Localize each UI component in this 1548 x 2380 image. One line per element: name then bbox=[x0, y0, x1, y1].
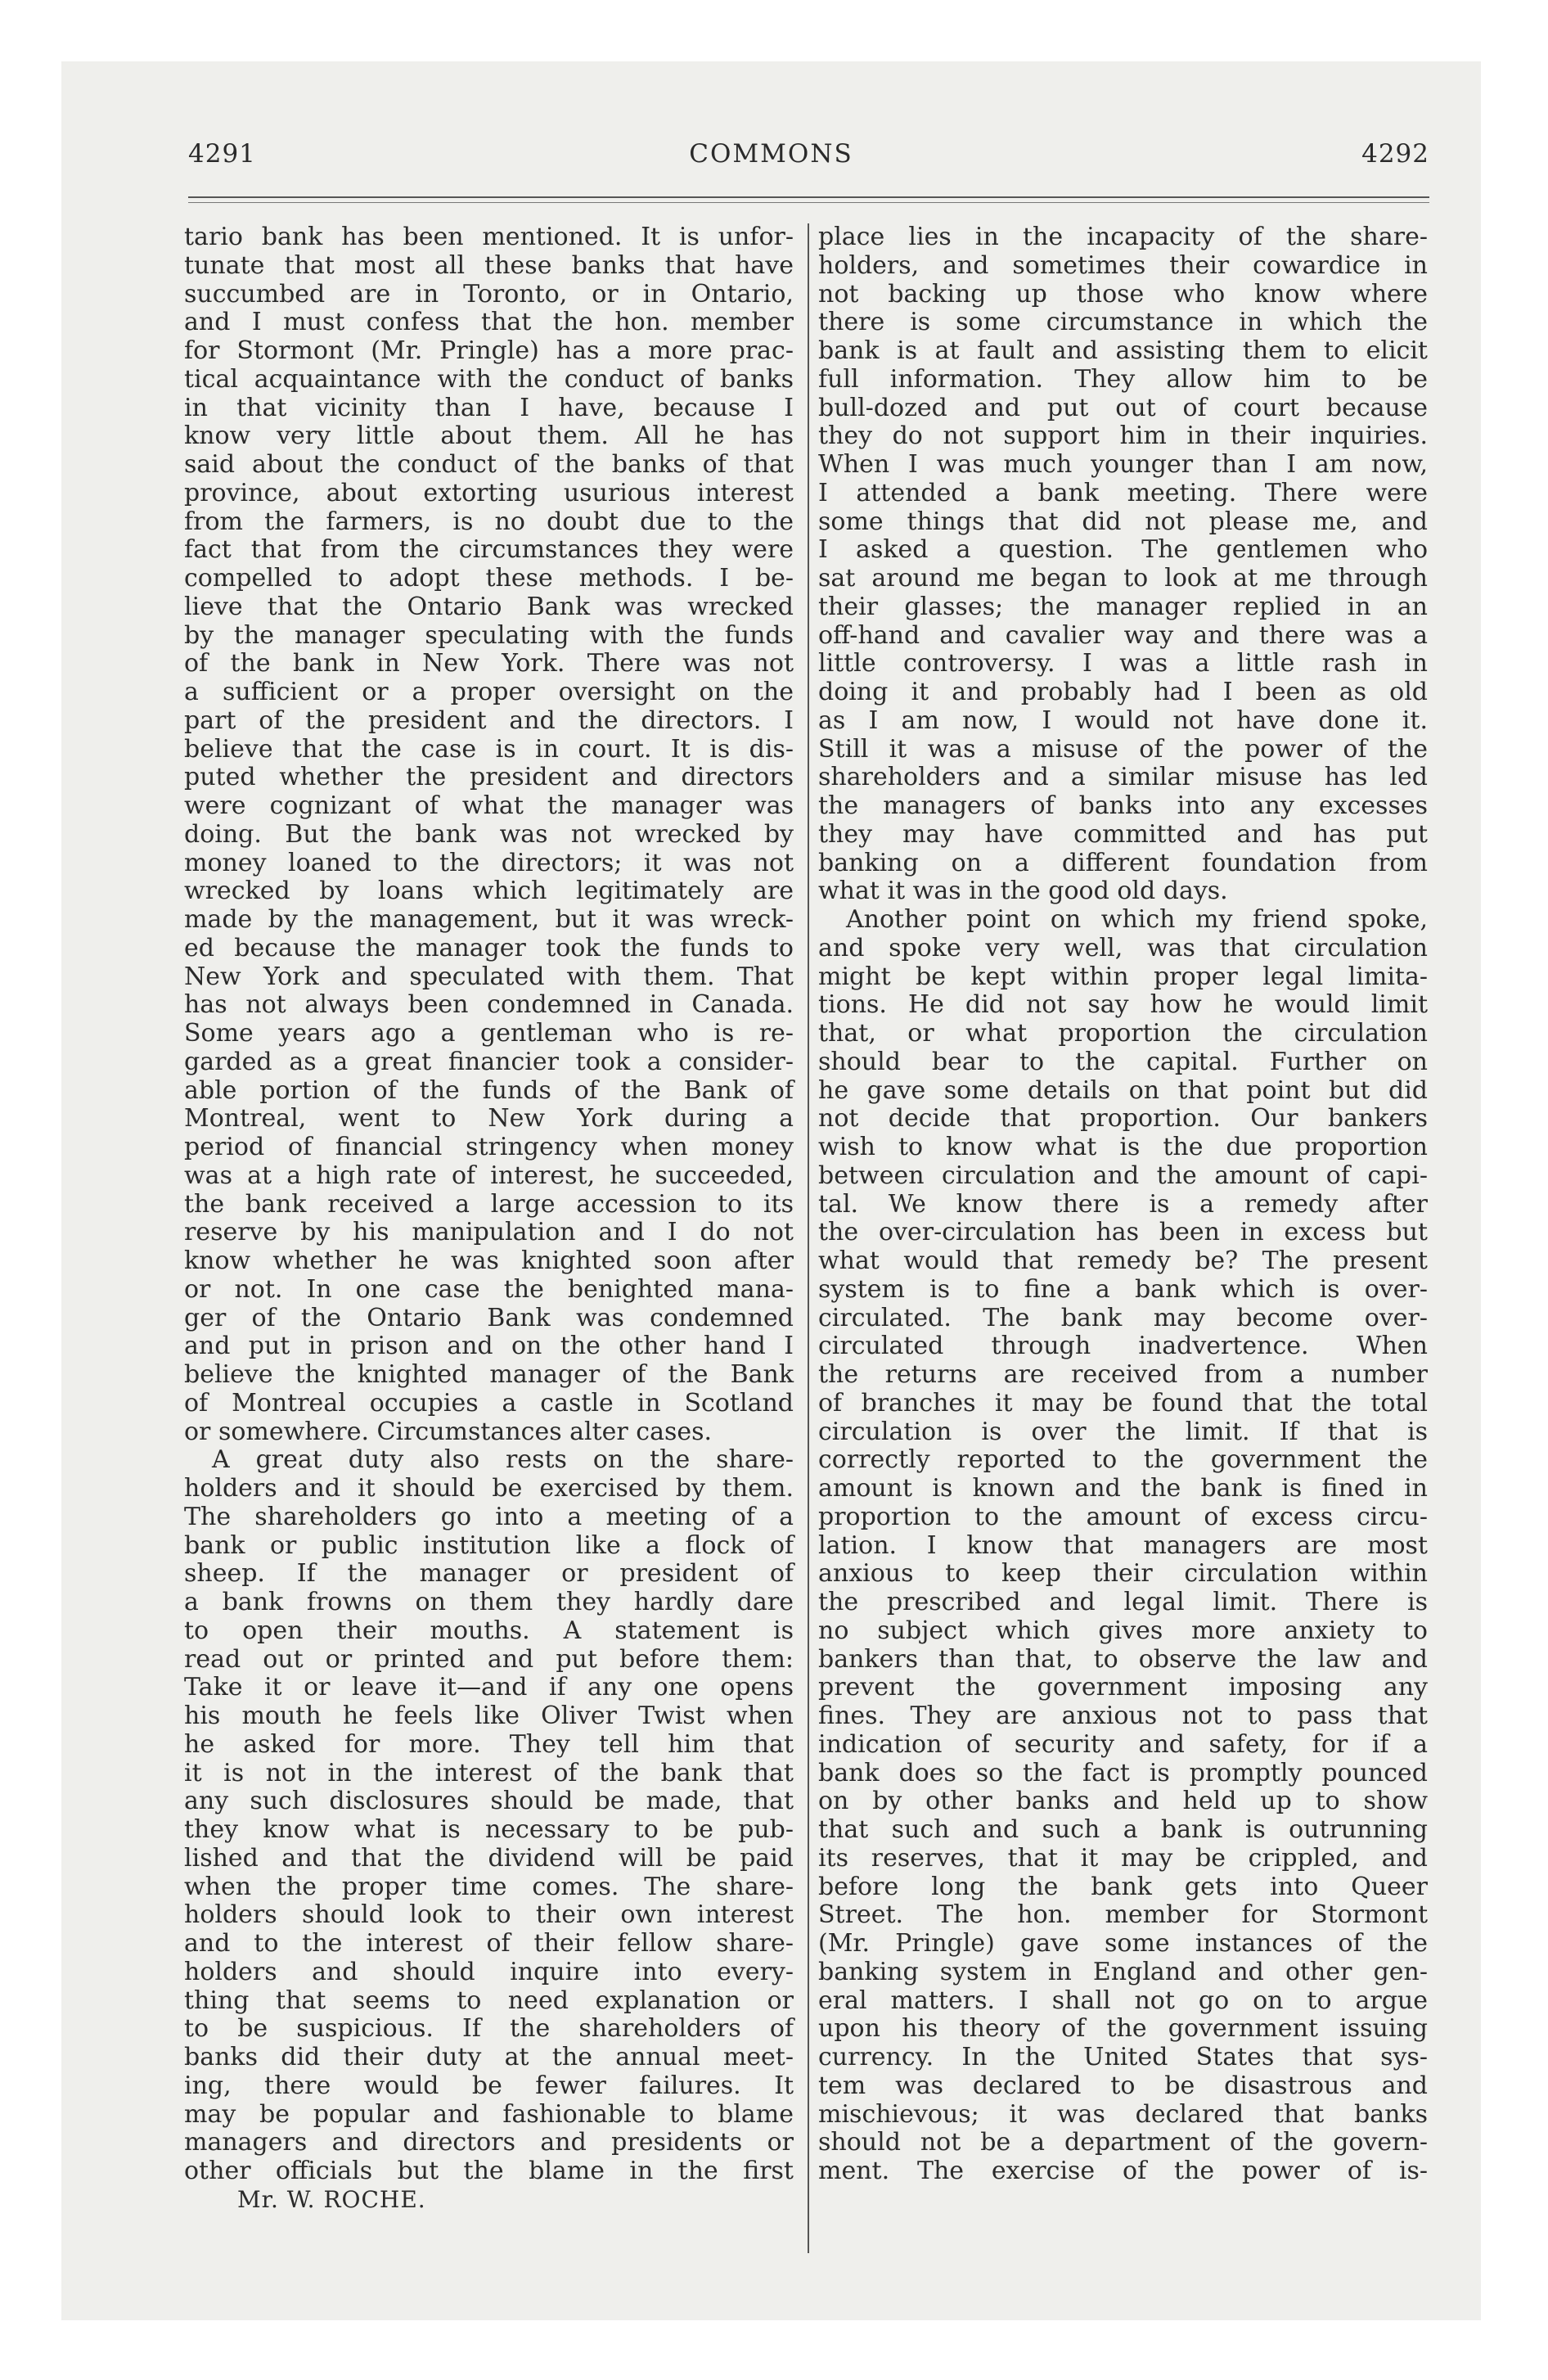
text-line: banks did their duty at the annual meet- bbox=[184, 2043, 794, 2071]
text-line: by the manager speculating with the funds bbox=[184, 620, 794, 650]
text-line: circulated through inadvertence. When bbox=[818, 1332, 1428, 1361]
text-line: before long the bank gets into Queer bbox=[818, 1872, 1428, 1901]
text-line: should not be a department of the govern- bbox=[818, 2128, 1428, 2157]
column-divider bbox=[808, 223, 809, 2253]
text-line: or not. In one case the benighted mana- bbox=[184, 1274, 794, 1304]
text-line: prevent the government imposing any bbox=[818, 1673, 1428, 1702]
text-line: they may have committed and has put bbox=[818, 819, 1428, 849]
text-line: holders and should inquire into every- bbox=[184, 1957, 794, 1986]
text-line: and I must confess that the hon. member bbox=[184, 308, 794, 337]
text-line: the prescribed and legal limit. There is bbox=[818, 1588, 1428, 1616]
text-line: managers and directors and presidents or bbox=[184, 2128, 794, 2157]
text-line: lation. I know that managers are most bbox=[818, 1530, 1428, 1560]
text-line: what it was in the good old days. bbox=[818, 877, 1228, 906]
text-line: anxious to keep their circulation within bbox=[818, 1559, 1428, 1589]
text-line: shareholders and a similar misuse has led bbox=[818, 763, 1428, 792]
text-line: know very little about them. All he has bbox=[184, 421, 794, 451]
text-line: and put in prison and on the other hand I bbox=[184, 1332, 794, 1361]
text-line: Some years ago a gentleman who is re- bbox=[184, 1019, 794, 1048]
text-line: to open their mouths. A statement is bbox=[184, 1616, 794, 1645]
header-rule bbox=[188, 196, 1429, 198]
text-line: bull-dozed and put out of court because bbox=[818, 393, 1428, 422]
text-line: on by other banks and held up to show bbox=[818, 1787, 1428, 1816]
text-line: lished and that the dividend will be paid bbox=[184, 1843, 794, 1873]
text-line: ment. The exercise of the power of is- bbox=[818, 2157, 1428, 2185]
text-line: holders should look to their own interest bbox=[184, 1900, 794, 1930]
text-line: compelled to adopt these methods. I be- bbox=[184, 564, 794, 593]
text-line: system is to fine a bank which is over- bbox=[818, 1274, 1428, 1304]
left-column bbox=[184, 223, 794, 2215]
text-line: bank is at fault and assisting them to elicit bbox=[818, 336, 1428, 365]
speaker-footer: Mr. W. ROCHE. bbox=[237, 2185, 426, 2213]
text-line: proportion to the amount of excess circu- bbox=[818, 1502, 1428, 1531]
left-page-number: 4291 bbox=[188, 139, 256, 169]
text-line: his mouth he feels like Oliver Twist when bbox=[184, 1702, 794, 1730]
text-line: Street. The hon. member for Stormont bbox=[818, 1900, 1428, 1930]
text-line: he gave some details on that point but did bbox=[818, 1075, 1428, 1105]
text-line: thing that seems to need explanation or bbox=[184, 1986, 794, 2015]
text-line: the managers of banks into any excesses bbox=[818, 791, 1428, 820]
text-line: eral matters. I shall not go on to argue bbox=[818, 1986, 1428, 2015]
text-line: wish to know what is the due proportion bbox=[818, 1133, 1428, 1161]
text-line: able portion of the funds of the Bank of bbox=[184, 1075, 794, 1105]
text-line: bank does so the fact is promptly pounced bbox=[818, 1758, 1428, 1787]
text-line: bankers than that, to observe the law and bbox=[818, 1644, 1428, 1674]
text-line: full information. They allow him to be bbox=[818, 364, 1428, 394]
text-line: holders and it should be exercised by them. bbox=[184, 1474, 794, 1503]
text-line: amount is known and the bank is fined in bbox=[818, 1474, 1428, 1503]
text-line: in that vicinity than I have, because I bbox=[184, 393, 794, 422]
text-line: garded as a great financier took a consider- bbox=[184, 1047, 794, 1076]
text-line: sheep. If the manager or president of bbox=[184, 1559, 794, 1589]
text-line: province, about extorting usurious interest bbox=[184, 478, 794, 507]
text-line: banking on a different foundation from bbox=[818, 848, 1428, 877]
text-line: bank or public institution like a flock of bbox=[184, 1530, 794, 1560]
text-line: tunate that most all these banks that have bbox=[184, 250, 794, 280]
text-line: correctly reported to the government the bbox=[818, 1445, 1428, 1475]
text-line: they do not support him in their inquiries. bbox=[818, 421, 1428, 451]
text-line: said about the conduct of the banks of that bbox=[184, 450, 794, 479]
text-line: tions. He did not say how he would limit bbox=[818, 990, 1428, 1020]
text-line: read out or printed and put before them: bbox=[184, 1644, 794, 1674]
text-line: ed because the manager took the funds to bbox=[184, 933, 794, 962]
text-line: some things that did not please me, and bbox=[818, 507, 1428, 536]
text-line: sat around me began to look at me through bbox=[818, 564, 1428, 593]
text-line: fines. They are anxious not to pass that bbox=[818, 1702, 1428, 1730]
header-rule-thin bbox=[188, 202, 1429, 203]
text-line: Montreal, went to New York during a bbox=[184, 1104, 794, 1134]
text-line: what would that remedy be? The present bbox=[818, 1246, 1428, 1275]
text-line: little controversy. I was a little rash in bbox=[818, 649, 1428, 678]
text-line: may be popular and fashionable to blame bbox=[184, 2099, 794, 2129]
text-line: for Stormont (Mr. Pringle) has a more prac- bbox=[184, 336, 794, 365]
text-line: or somewhere. Circumstances alter cases. bbox=[184, 1417, 713, 1446]
text-line: money loaned to the directors; it was not bbox=[184, 848, 794, 877]
text-line: were cognizant of what the manager was bbox=[184, 791, 794, 820]
text-line: period of financial stringency when money bbox=[184, 1133, 794, 1161]
text-line: doing it and probably had I been as old bbox=[818, 678, 1428, 706]
text-line: holders, and sometimes their cowardice in bbox=[818, 250, 1428, 280]
text-line: of the bank in New York. There was not bbox=[184, 649, 794, 678]
page-title: COMMONS bbox=[689, 139, 853, 169]
text-line: the returns are received from a number bbox=[818, 1360, 1428, 1389]
text-line: The shareholders go into a meeting of a bbox=[184, 1502, 794, 1531]
text-line: place lies in the incapacity of the share- bbox=[818, 223, 1428, 251]
text-line: tal. We know there is a remedy after bbox=[818, 1189, 1428, 1219]
text-line: banking system in England and other gen- bbox=[818, 1957, 1428, 1986]
text-line: they know what is necessary to be pub- bbox=[184, 1815, 794, 1844]
text-line: there is some circumstance in which the bbox=[818, 308, 1428, 337]
text-line: their glasses; the manager replied in an bbox=[818, 592, 1428, 621]
document-page bbox=[61, 61, 1481, 2320]
text-line: off-hand and cavalier way and there was a bbox=[818, 620, 1428, 650]
text-line: of Montreal occupies a castle in Scotland bbox=[184, 1388, 794, 1418]
text-line: ing, there would be fewer failures. It bbox=[184, 2071, 794, 2100]
text-line: believe the knighted manager of the Bank bbox=[184, 1360, 794, 1389]
text-line: Still it was a misuse of the power of the bbox=[818, 734, 1428, 764]
text-line: I asked a question. The gentlemen who bbox=[818, 535, 1428, 565]
text-line: as I am now, I would not have done it. bbox=[818, 705, 1428, 735]
text-line: has not always been condemned in Canada. bbox=[184, 990, 794, 1020]
text-line: of branches it may be found that the total bbox=[818, 1388, 1428, 1418]
text-line: circulated. The bank may become over- bbox=[818, 1303, 1428, 1332]
text-line: fact that from the circumstances they were bbox=[184, 535, 794, 565]
text-line: was at a high rate of interest, he succeeded, bbox=[184, 1161, 794, 1190]
text-line: tem was declared to be disastrous and bbox=[818, 2071, 1428, 2100]
text-line: a sufficient or a proper oversight on the bbox=[184, 678, 794, 706]
text-line: might be kept within proper legal limita- bbox=[818, 962, 1428, 991]
text-line: A great duty also rests on the share- bbox=[212, 1445, 794, 1475]
text-line: lieve that the Ontario Bank was wrecked bbox=[184, 592, 794, 621]
text-line: Another point on which my friend spoke, bbox=[846, 905, 1428, 934]
text-line: the over-circulation has been in excess but bbox=[818, 1218, 1428, 1247]
text-line: made by the management, but it was wreck- bbox=[184, 905, 794, 934]
text-line: tical acquaintance with the conduct of banks bbox=[184, 364, 794, 394]
text-line: and spoke very well, was that circulation bbox=[818, 933, 1428, 962]
text-line: that such and such a bank is outrunning bbox=[818, 1815, 1428, 1844]
page-header bbox=[61, 139, 1481, 180]
text-line: ger of the Ontario Bank was condemned bbox=[184, 1303, 794, 1332]
right-page-number: 4292 bbox=[1361, 139, 1429, 169]
text-line: not decide that proportion. Our bankers bbox=[818, 1104, 1428, 1134]
text-line: currency. In the United States that sys- bbox=[818, 2043, 1428, 2071]
text-line: and to the interest of their fellow share- bbox=[184, 1929, 794, 1958]
text-line: (Mr. Pringle) gave some instances of the bbox=[818, 1929, 1428, 1958]
text-line: when the proper time comes. The share- bbox=[184, 1872, 794, 1901]
text-line: part of the president and the directors. I bbox=[184, 705, 794, 735]
text-line: other officials but the blame in the first bbox=[184, 2157, 794, 2185]
text-line: indication of security and safety, for if a bbox=[818, 1729, 1428, 1759]
text-line: should bear to the capital. Further on bbox=[818, 1047, 1428, 1076]
text-line: a bank frowns on them they hardly dare bbox=[184, 1588, 794, 1616]
text-line: any such disclosures should be made, that bbox=[184, 1787, 794, 1816]
text-line: wrecked by loans which legitimately are bbox=[184, 877, 794, 906]
text-line: puted whether the president and directors bbox=[184, 763, 794, 792]
text-line: not backing up those who know where bbox=[818, 279, 1428, 309]
text-line: between circulation and the amount of capi- bbox=[818, 1161, 1428, 1190]
text-line: When I was much younger than I am now, bbox=[818, 450, 1428, 479]
text-line: no subject which gives more anxiety to bbox=[818, 1616, 1428, 1645]
text-line: I attended a bank meeting. There were bbox=[818, 478, 1428, 507]
text-line: it is not in the interest of the bank that bbox=[184, 1758, 794, 1787]
text-line: believe that the case is in court. It is dis- bbox=[184, 734, 794, 764]
text-line: know whether he was knighted soon after bbox=[184, 1246, 794, 1275]
text-line: New York and speculated with them. That bbox=[184, 962, 794, 991]
text-line: reserve by his manipulation and I do not bbox=[184, 1218, 794, 1247]
text-line: to be suspicious. If the shareholders of bbox=[184, 2014, 794, 2044]
text-line: circulation is over the limit. If that is bbox=[818, 1417, 1428, 1446]
text-line: succumbed are in Toronto, or in Ontario, bbox=[184, 279, 794, 309]
text-line: Take it or leave it—and if any one opens bbox=[184, 1673, 794, 1702]
text-line: that, or what proportion the circulation bbox=[818, 1019, 1428, 1048]
right-column bbox=[818, 223, 1428, 2186]
text-line: doing. But the bank was not wrecked by bbox=[184, 819, 794, 849]
text-line: upon his theory of the government issuing bbox=[818, 2014, 1428, 2044]
text-line: tario bank has been mentioned. It is unfor- bbox=[184, 223, 794, 251]
text-line: the bank received a large accession to its bbox=[184, 1189, 794, 1219]
text-line: from the farmers, is no doubt due to the bbox=[184, 507, 794, 536]
text-line: he asked for more. They tell him that bbox=[184, 1729, 794, 1759]
text-line: mischievous; it was declared that banks bbox=[818, 2099, 1428, 2129]
text-line: its reserves, that it may be crippled, and bbox=[818, 1843, 1428, 1873]
